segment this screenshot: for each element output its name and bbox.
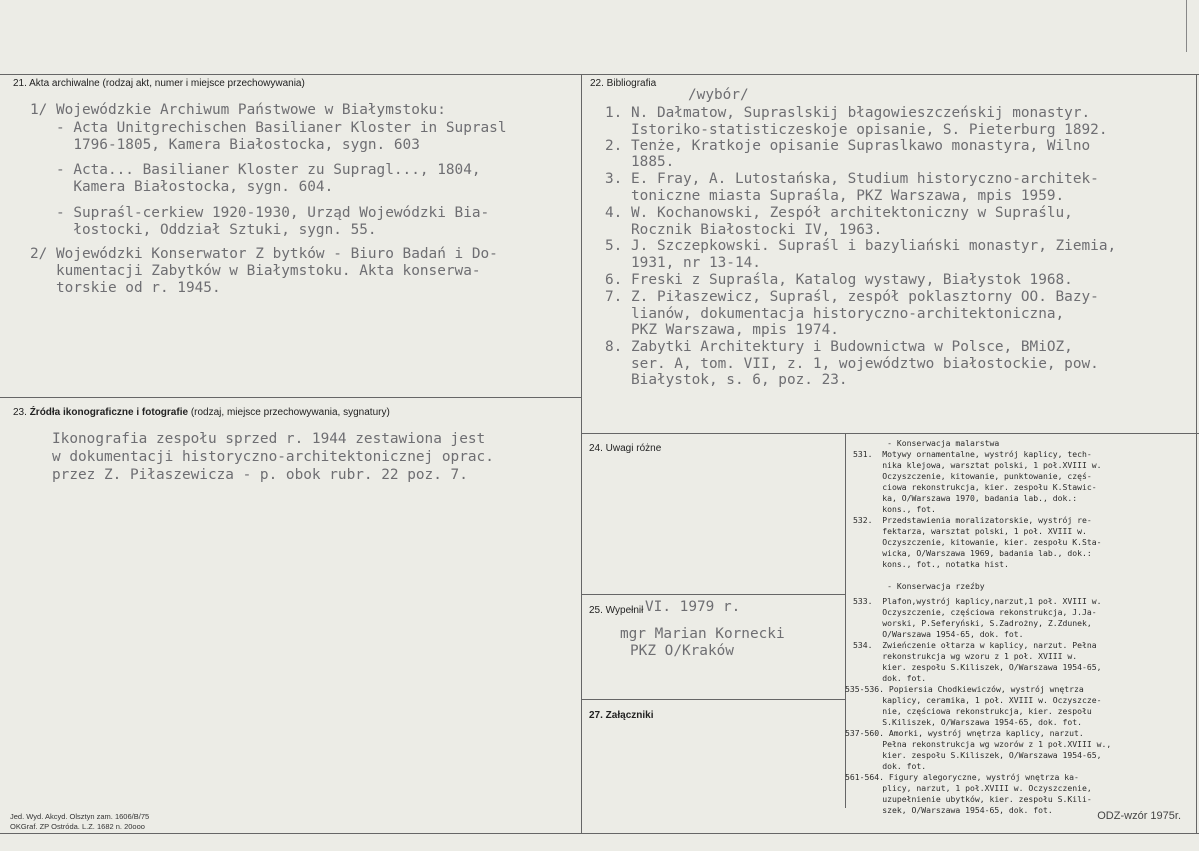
conservation-line: kons., fot. (853, 504, 936, 514)
iconography-line: Ikonografia zespołu sprzed r. 1944 zestawiona jest (52, 431, 486, 447)
section-23-title: Źródła ikonograficzne i fotografie (29, 407, 189, 418)
iconography-line: przez Z. Piłaszewicza - p. obok rubr. 22 poz. 7. (52, 467, 468, 483)
conservation-line: O/Warszawa 1954-65, dok. fot. (853, 629, 1024, 639)
bibliography-line: lianów, dokumentacja historyczno-architektoniczna, (605, 306, 1065, 322)
right-edge (1196, 74, 1197, 834)
conservation-line: ciowa rekonstrukcja, kier. zespołu K.Stawic- (853, 482, 1097, 492)
rule-below-21 (0, 397, 582, 398)
conservation-line: Pełna rekonstrukcja wg wzorów z 1 poł.XVIII w., (853, 739, 1112, 749)
conservation-line: kier. zespołu S.Kiliszek, O/Warszawa 1954-65, (853, 662, 1102, 672)
section-21-title: Akta archiwalne (rodzaj akt, numer i miejsce przechowywania) (29, 78, 305, 89)
section-27-title: 27. Załączniki (589, 710, 654, 721)
archive-line: torskie od r. 1945. (30, 280, 221, 296)
bibliography-heading: /wybór/ (688, 87, 749, 103)
section-23-number: 23. (13, 407, 27, 418)
bibliography-line: 1885. (605, 154, 675, 170)
archive-line: 1/ Wojewódzkie Archiwum Państwowe w Białymstoku: (30, 102, 446, 118)
bibliography-line: 4. W. Kochanowski, Zespół architektoniczny w Supraślu, (605, 205, 1073, 221)
section-22-label: 22. Bibliografia (590, 78, 657, 89)
bibliography-line: 1931, nr 13-14. (605, 255, 761, 271)
bibliography-line: 3. E. Fray, A. Lutostańska, Studium historyczno-architek- (605, 171, 1099, 187)
bibliography-line: Rocznik Białostocki IV, 1963. (605, 222, 883, 238)
conservation-line: fektarza, warsztat polski, 1 poł. XVIII w. (853, 526, 1087, 536)
filled-date: VI. 1979 r. (645, 599, 741, 615)
bibliography-line: 7. Z. Piłaszewicz, Supraśl, zespół poklasztorny OO. Bazy- (605, 289, 1099, 305)
bibliography-line: Istoriko-statisticzeskoje opisanie, S. Pieterburg 1892. (605, 122, 1108, 138)
archive-line: - Acta... Basilianer Kloster zu Supragl..., 1804, (30, 162, 481, 178)
archive-line: - Supraśl-cerkiew 1920-1930, Urząd Wojewódzki Bia- (30, 205, 490, 221)
rule-above-25 (582, 594, 845, 595)
form-number: ODZ-wzór 1975r. (1097, 810, 1181, 822)
conservation-line: nika klejowa, warsztat polski, 1 poł.XVIII w. (853, 460, 1102, 470)
conservation-line: - Konserwacja rzeźby (853, 581, 985, 591)
conservation-line: 534. Zwieńczenie ołtarza w kaplicy, narzut. Pełna (853, 640, 1097, 650)
conservation-line: kons., fot., notatka hist. (853, 559, 1009, 569)
archive-line: - Acta Unitgrechischen Basilianer Kloster in Suprasl (30, 120, 507, 136)
conservation-line: szek, O/Warszawa 1954-65, dok. fot. (853, 805, 1053, 815)
column-divider (581, 74, 582, 834)
conservation-line: kaplicy, ceramika, 1 poł. XVIII w. Oczyszcze- (853, 695, 1102, 705)
conservation-line: 533. Plafon,wystrój kaplicy,narzut,1 poł. XVIII w. (853, 596, 1102, 606)
bibliography-line: 8. Zabytki Architektury i Budownictwa w Polsce, BMiOZ, (605, 339, 1073, 355)
bibliography-line: 5. J. Szczepkowski. Supraśl i bazyliański monastyr, Ziemia, (605, 238, 1117, 254)
conservation-line: 561-564. Figury alegoryczne, wystrój wnętrza ka- (845, 772, 1079, 782)
conservation-line: Oczyszczenie, częściowa rekonstrukcja, J.Ja- (853, 607, 1097, 617)
conservation-line: Oczyszczenie, kitowanie, kier. zespołu K.Sta- (853, 537, 1102, 547)
conservation-notes (845, 436, 1195, 815)
filled-org: PKZ O/Kraków (630, 643, 734, 659)
rule-above-24 (582, 433, 1199, 434)
bottom-rule (0, 833, 1199, 834)
conservation-line: dok. fot. (853, 673, 927, 683)
archive-line: kumentacji Zabytków w Białymstoku. Akta konserwa- (30, 263, 481, 279)
bibliography-line: toniczne miasta Supraśla, PKZ Warszawa, mpis 1959. (605, 188, 1065, 204)
conservation-line: 532. Przedstawienia moralizatorskie, wystrój re- (853, 515, 1092, 525)
bibliography-line: ser. A, tom. VII, z. 1, województwo białostockie, pow. (605, 356, 1099, 372)
archive-line: 1796-1805, Kamera Białostocka, sygn. 603 (30, 137, 420, 153)
conservation-line: 537-560. Amorki, wystrój wnętrza kaplicy, narzut. (845, 728, 1084, 738)
conservation-line: S.Kiliszek, O/Warszawa 1954-65, dok. fot. (853, 717, 1083, 727)
conservation-line: Oczyszczenie, kitowanie, punktowanie, częś- (853, 471, 1092, 481)
rule-above-27 (582, 699, 845, 700)
iconography-line: w dokumentacji historyczno-architektonicznej oprac. (52, 449, 494, 465)
conservation-line: uzupełnienie ubytków, kier. zespołu S.Kili- (853, 794, 1092, 804)
conservation-line: nie, częściowa rekonstrukcja, kier. zespołu (853, 706, 1092, 716)
bibliography-line: PKZ Warszawa, mpis 1974. (605, 322, 839, 338)
corner-mark (1186, 0, 1187, 52)
archive-line: łostocki, Oddział Sztuki, sygn. 55. (30, 222, 377, 238)
conservation-line: - Konserwacja malarstwa (853, 438, 1000, 448)
printer-imprint-line-2: OKGraf. ZP Ostróda. L.Z. 1682 n. 20ooo (10, 822, 145, 831)
bibliography-line: Białystok, s. 6, poz. 23. (605, 372, 848, 388)
archive-line: Kamera Białostocka, sygn. 604. (30, 179, 334, 195)
conservation-line: dok. fot. (853, 761, 927, 771)
bibliography-line: 2. Tenże, Kratkoje opisanie Supraslkawo monastyra, Wilno (605, 138, 1091, 154)
bibliography-line: 6. Freski z Supraśla, Katalog wystawy, Białystok 1968. (605, 272, 1073, 288)
section-27-label (589, 710, 653, 721)
conservation-line: worski, P.Seferyński, S.Zadrożny, Z.Zdunek, (853, 618, 1092, 628)
conservation-line: kier. zespołu S.Kiliszek, O/Warszawa 1954-65, (853, 750, 1102, 760)
section-21-label (13, 78, 305, 89)
conservation-line: 531. Motywy ornamentalne, wystrój kaplicy, tech- (853, 449, 1092, 459)
section-21-number: 21. (13, 78, 27, 89)
conservation-line: plicy, narzut, 1 poł.XVIII w. Oczyszczenie, (853, 783, 1092, 793)
printer-imprint-line-1: Jed. Wyd. Akcyd. Olsztyn zam. 1606/B/75 (10, 812, 150, 821)
section-23-subtitle: (rodzaj, miejsce przechowywania, sygnatury) (190, 407, 390, 418)
conservation-line: rekonstrukcja wg wzoru z 1 poł. XVIII w. (853, 651, 1078, 661)
section-23-label (13, 407, 390, 418)
archive-line: 2/ Wojewódzki Konserwator Z bytków - Biuro Badań i Do- (30, 246, 498, 262)
conservation-line: ka, O/Warszawa 1970, badania lab., dok.: (853, 493, 1078, 503)
conservation-line: 535-536. Popiersia Chodkiewiczów, wystrój wnętrza (845, 684, 1084, 694)
filled-name: mgr Marian Kornecki (620, 626, 785, 642)
bibliography-line: 1. N. Dałmatow, Supraslskij błagowieszczeńskij monastyr. (605, 105, 1091, 121)
conservation-line: wicka, O/Warszawa 1969, badania lab., dok.: (853, 548, 1092, 558)
section-25-label: 25. Wypełnił (589, 605, 644, 616)
section-24-label: 24. Uwagi różne (589, 443, 662, 454)
top-rule (0, 74, 1199, 75)
